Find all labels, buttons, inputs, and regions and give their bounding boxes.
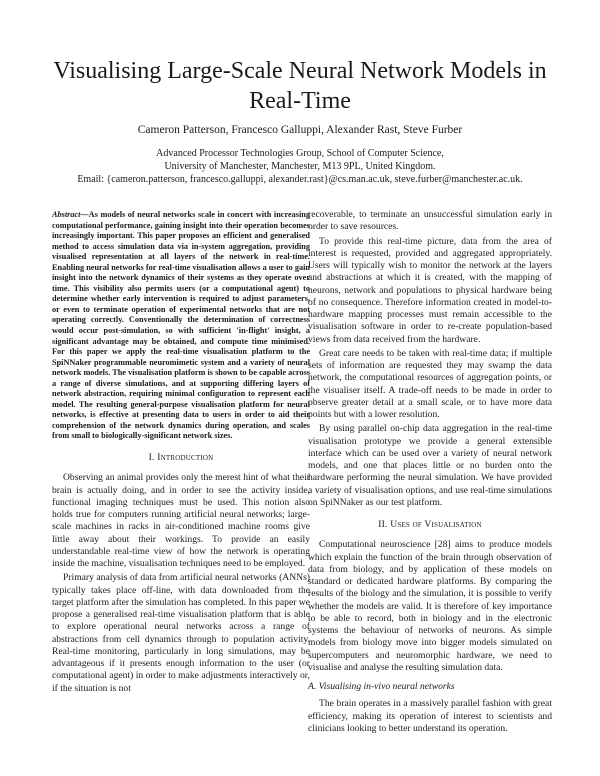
body-paragraph: Computational neuroscience [28] aims to produce models which explain the function of the brain through observation of data from biology, and by application of these models on standard or dedicated hardware platforms. By comparing the results of the biology and the simulation, it is possible to verify whether the models are valid. It is therefore of key importance to be able to record, both in biology and in the electronic systems the behaviour of networks of neurons. As simple models from biology move into bigger models simulated on supercomputers and neuromorphic hardware, we need to visualise and analyse the resulting simulation data. bbox=[308, 539, 552, 673]
affiliation-line: University of Manchester, Manchester, M13 9PL, United Kingdom. bbox=[164, 160, 436, 172]
affiliation-block bbox=[30, 148, 570, 186]
email-line: Email: {cameron.patterson, francesco.galluppi, alexander.rast}@cs.man.ac.uk, steve.furber@manchester.ac.uk. bbox=[77, 173, 523, 185]
section-heading-uses bbox=[308, 519, 552, 531]
left-column bbox=[52, 210, 310, 697]
abstract bbox=[52, 210, 310, 442]
affiliation-line: Advanced Processor Technologies Group, School of Computer Science, bbox=[156, 148, 444, 159]
section-heading-introduction bbox=[52, 452, 310, 464]
body-paragraph: Primary analysis of data from artificial neural networks (ANNs) typically takes place off-line, with data downloaded from the target platform after the simulation has completed. In this paper we propose a generalised real-time visualisation platform that is able to explore operational neural networks across a range of abstractions from cell dynamics through to population activity. Real-time monitoring, particularly in long simulations, may be advantageous if it presents enough information to the user (or computational agent) in order to make adjustments interactively or, if the situation is not bbox=[52, 572, 310, 694]
section-title: Introduction bbox=[157, 452, 214, 464]
body-paragraph: Observing an animal provides only the merest hint of what their brain is actually doing, and in order to see the activity inside, functional imaging techniques must be used. This notion also holds true for computers running artificial neural networks; large-scale machines in racks in air-conditioned machine rooms give little away about their workings. To provide an easily understandable real-time view of how the network is operating inside the machine, visualisation techniques need to be employed. bbox=[52, 472, 310, 570]
body-paragraph: Great care needs to be taken with real-time data; if multiple sets of information are requested they may swamp the data network, the computational resources of aggregation points, or the visualiser itself. A trade-off needs to be made in order to observe greater detail at a small scale, or to have more data points but with a lower resolution. bbox=[308, 347, 552, 420]
body-paragraph: To provide this real-time picture, data from the area of interest is requested, provided and aggregated appropriately. Users will typically wish to monitor the network at the layers and abstractions at which it is created, with the mapping of neurons, network and populations to physical hardware being of no consequence. Therefore information created in model-to-hardware mapping processes must remain accessible to the visualisation software in order to re-create population-based views from data received from the hardware. bbox=[308, 235, 552, 345]
section-numeral: I. bbox=[148, 452, 158, 464]
body-paragraph: The brain operates in a massively parallel fashion with great efficiency, making its operation of interest to scientists and clinicians looking to better understand its operation. bbox=[308, 698, 552, 734]
paper-title: Visualising Large-Scale Neural Network Models in Real-Time bbox=[53, 58, 547, 114]
body-paragraph: By using parallel on-chip data aggregation in the real-time visualisation prototype we provide a general extensible interface which can be used over a variety of neural network models, and one that places little or no burden onto the hardware performing the neural simulation. We have provided a variety of visualisation options, and use real-time simulations on SpiNNaker as our test platform. bbox=[308, 423, 552, 508]
abstract-label: Abstract bbox=[52, 210, 81, 219]
right-column bbox=[308, 209, 552, 737]
section-title: Uses of Visualisation bbox=[390, 519, 482, 530]
author-list: Cameron Patterson, Francesco Galluppi, Alexander Rast, Steve Furber bbox=[137, 124, 463, 136]
body-paragraph: recoverable, to terminate an unsuccessful simulation early in order to save resources. bbox=[308, 209, 552, 233]
section-numeral: II. bbox=[378, 519, 391, 530]
subsection-heading: A. Visualising in-vivo neural networks bbox=[308, 681, 455, 692]
abstract-text: —As models of neural networks scale in concert with increasing computational performance, gaining insight into their operation becomes increasingly important. This paper proposes an efficient and generalised method to access simulation data via in-system aggregation, providing visualised representation at all layers of the network in real-time. Enabling neural networks for real-time visualisation allows a user to gain insight into the network dynamics of their systems as they operate over time. This visibility also permits users (or a computational agent) to determine whether early intervention is required to adjust parameters, or even to terminate operation of experimental networks that are not operating correctly. Conventionally the determination of correctness would occur post-simulation, so with sufficient 'in-flight' insight, a significant advantage may be obtained, and compute time minimised. For this paper we apply the real-time visualisation platform to the SpiNNaker programmable neuromimetic system and a variety of neural network models. The visualisation platform is shown to be capable across a range of diverse simulations, and at supporting differing layers of network abstraction, requiring minimal configuration to represent each model. The resulting general-purpose visualisation platform for neural networks, is effective at presenting data to users in order to aid their comprehension of the network dynamics during operation, and scales from small to biologically-significant network sizes. bbox=[52, 210, 310, 441]
